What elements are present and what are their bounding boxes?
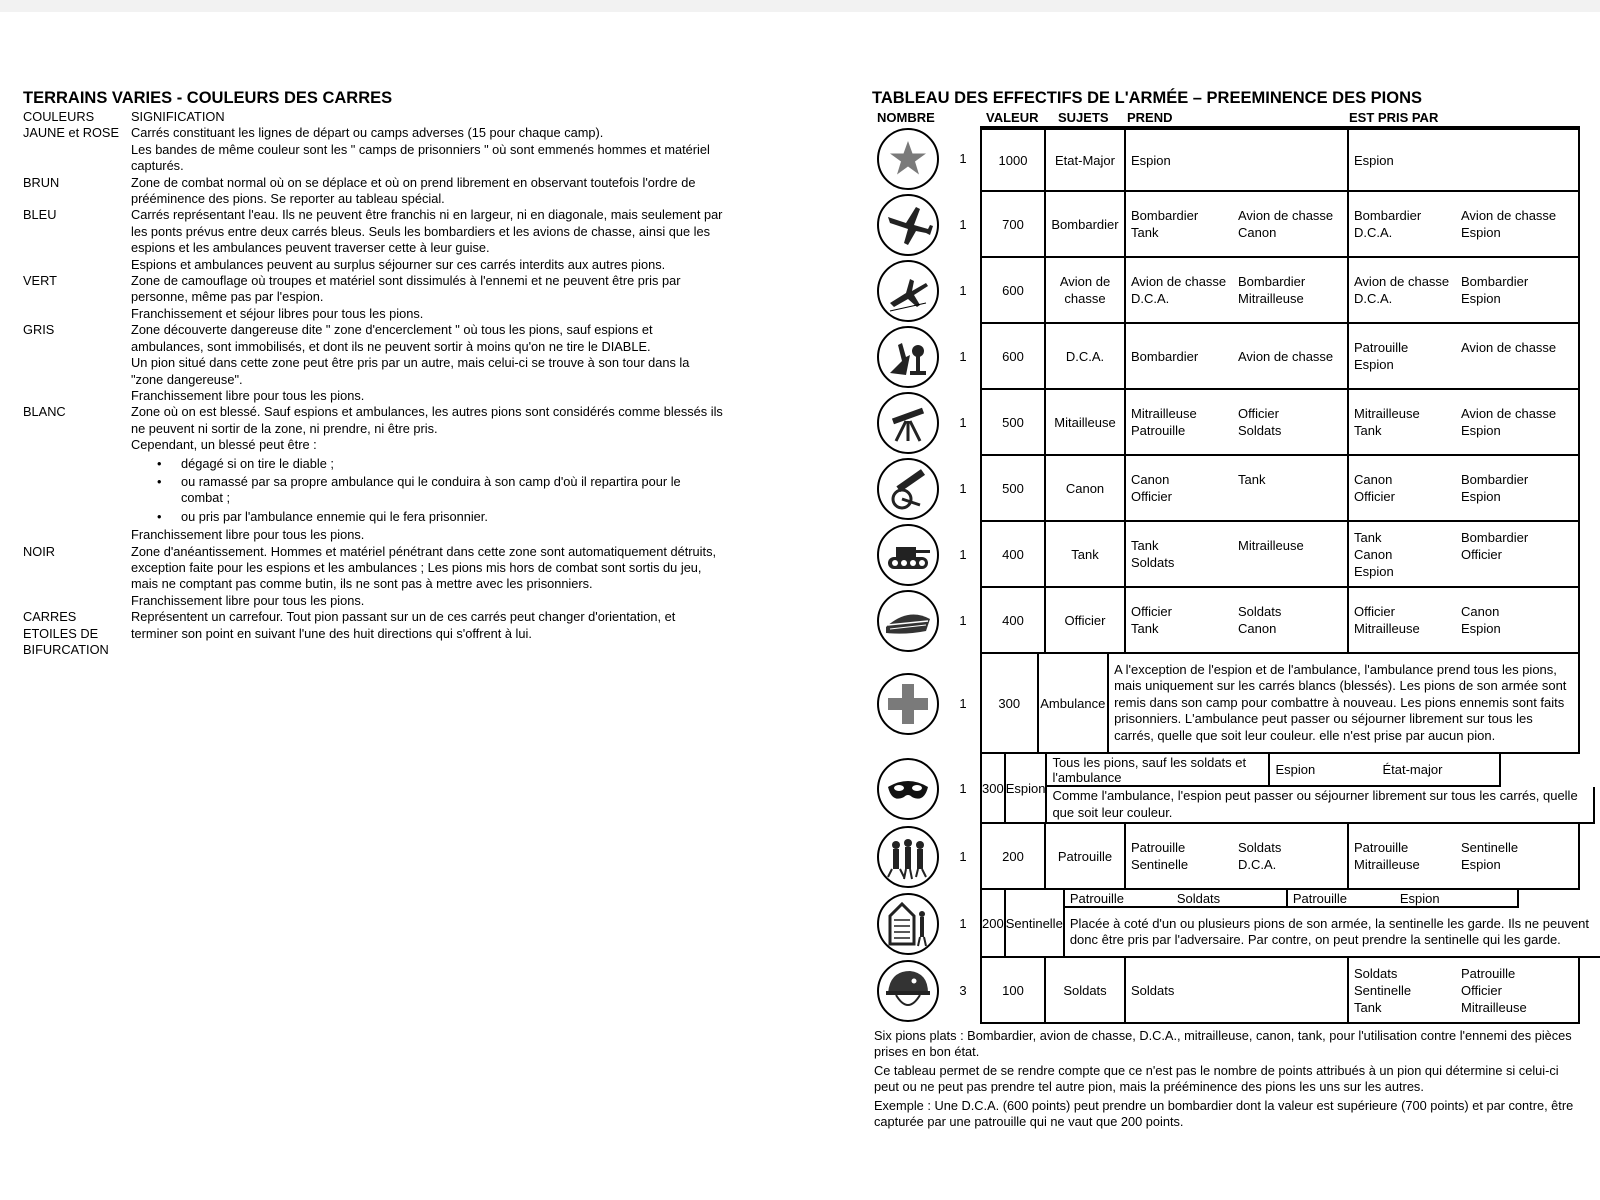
- pris-cell-grid: [1354, 152, 1573, 169]
- army-section: [872, 88, 1582, 128]
- terrain-line: Cependant, un blessé peut être :: [131, 437, 317, 453]
- pris-cell-item: Avion de chasse: [1461, 340, 1557, 355]
- prend-cell-item: Patrouille: [1069, 890, 1125, 906]
- pris-cell: [1347, 192, 1580, 258]
- terrain-meaning: [131, 125, 723, 174]
- pris-cell-item: Mitrailleuse: [1354, 406, 1420, 421]
- pris-cell-item: Espion: [1461, 621, 1501, 636]
- prend-cell: [1124, 958, 1347, 1024]
- prend-cell-item: Mitrailleuse: [1131, 406, 1197, 421]
- terrain-color: JAUNE et ROSE: [23, 125, 120, 141]
- sujet-cell: Avion de chasse: [1044, 258, 1124, 324]
- prend-cell-item: Soldats: [1131, 555, 1175, 570]
- pris-cell-grid: [1354, 839, 1573, 873]
- valeur-cell: 300: [980, 754, 1004, 824]
- nombre-value: 1: [959, 916, 967, 931]
- prend-cell-item: Officier: [1131, 489, 1172, 504]
- terrain-color: BRUN: [23, 174, 60, 190]
- prend-cell-item: Patrouille: [1131, 840, 1186, 855]
- prend-cell-item: Canon: [1238, 621, 1277, 636]
- prend-cell-item: Tank: [1131, 225, 1159, 240]
- prend-cell: [1124, 522, 1347, 588]
- nombre-value: 1: [959, 481, 967, 496]
- army-row: [980, 324, 1580, 390]
- prend-cell-item: Bombardier: [1131, 348, 1199, 364]
- terrain-line: Représentent un carrefour. Tout pion passant sur un de ces carrés peut changer d'orientation, et terminer son point en suivant l'une des huit directions qui s'offrent à lui.: [131, 609, 676, 641]
- sujet-cell: Espion: [1004, 754, 1046, 824]
- pris-cell-item: Sentinelle: [1354, 982, 1412, 998]
- prend-cell: Tous les pions, sauf les soldats et l'ambulance: [1045, 754, 1268, 787]
- terrain-meaning: [131, 175, 723, 208]
- prend-cell-item: Patrouille: [1131, 423, 1186, 438]
- terrain-row: [23, 404, 723, 543]
- pris-cell-grid: [1275, 761, 1494, 778]
- pris-cell-item: Canon: [1354, 472, 1393, 487]
- head-estprispar: EST PRIS PAR: [1349, 110, 1439, 125]
- terrain-line: Zone découverte dangereuse dite " zone d'encerclement " où tous les pions, sauf espions et ambulances, sont immobilisés, et dont ils ne peuvent sortir à moins qu'on ne tire le DIABLE.: [131, 322, 653, 354]
- prend-cell-grid: [1131, 152, 1342, 169]
- prend-cell-grid: [1131, 839, 1342, 873]
- army-row: [980, 890, 1590, 958]
- prend-cell: [1124, 390, 1347, 456]
- terrain-line: Zone de camouflage où troupes et matériel sont dissimulés à l'ennemi et ne peuvent être pris par personne, même pas par l'espion.: [131, 273, 681, 305]
- pris-cell-item: Espion: [1461, 423, 1501, 438]
- terrain-section: [23, 88, 723, 658]
- terrain-line: Les bandes de même couleur sont les " camps de prisonniers " où sont emmenés hommes et matériel capturés.: [131, 141, 710, 174]
- valeur-cell: 200: [980, 890, 1004, 958]
- sujet-cell: Patrouille: [1044, 824, 1124, 890]
- army-row: [980, 754, 1580, 824]
- prend-cell-item: D.C.A.: [1131, 291, 1170, 306]
- pris-cell-item: Espion: [1461, 225, 1501, 240]
- prend-cell-item: Canon: [1131, 472, 1170, 487]
- pris-cell-item: Bombardier: [1354, 208, 1422, 223]
- pris-cell-item: Espion: [1461, 489, 1501, 504]
- army-row: [980, 390, 1580, 456]
- army-row: [980, 258, 1580, 324]
- prend-cell: [1063, 890, 1286, 908]
- pris-cell: [1347, 128, 1580, 192]
- sujet-cell: Officier: [1044, 588, 1124, 654]
- pris-cell-item: Avion de chasse: [1354, 274, 1450, 289]
- prend-cell-grid: [1131, 207, 1342, 241]
- nombre-value: 1: [959, 217, 967, 232]
- pris-cell-item: Espion: [1275, 762, 1316, 778]
- head-nombre: NOMBRE: [877, 110, 935, 125]
- pris-cell: [1347, 824, 1580, 890]
- terrain-bullet: • dégagé si on tire le diable ;: [157, 456, 723, 472]
- split-cell: [1063, 890, 1599, 958]
- prend-cell-item: Avion de chasse: [1131, 274, 1227, 289]
- terrain-line: Franchissement et séjour libres pour tous les pions.: [131, 305, 424, 321]
- split-top: [1045, 754, 1581, 787]
- prend-cell-item: Tank: [1131, 538, 1159, 553]
- sujet-cell: Soldats: [1044, 958, 1124, 1024]
- prend-cell-item: Mitrailleuse: [1238, 538, 1304, 553]
- pris-cell-item: Officier: [1461, 982, 1502, 998]
- pris-cell-item: Patrouille: [1354, 340, 1409, 355]
- pris-cell-grid: [1354, 207, 1573, 241]
- terrain-line: Franchissement libre pour tous les pions.: [131, 527, 365, 543]
- machine-gun-icon: [876, 391, 940, 455]
- ambulance-rule-cell: A l'exception de l'espion et de l'ambulance, l'ambulance prend tous les pions, mais uniquement sur les carrés blancs (blessés). Les pions de son armée sont remis dans son camp pour combattre à nouveau. Les pions ennemis sont faits prisonniers. L'ambulance peut passer ou séjourner librement sur tous les carrés, quelle que soit leur couleur. elle n'est prise par aucun pion.: [1107, 654, 1580, 754]
- terrain-line: Zone où on est blessé. Sauf espions et ambulances, les autres pions sont considérés comme blessés ils ne peuvent ni sortir de la zone, ni prendre, ni être pris.: [131, 404, 723, 436]
- sentry-box-icon: [876, 892, 940, 956]
- head-prend: PREND: [1127, 110, 1173, 125]
- pris-cell-item: Canon: [1354, 546, 1393, 562]
- pris-cell-grid: [1354, 405, 1573, 439]
- terrain-color: GRIS: [23, 322, 55, 338]
- terrain-row: [23, 207, 723, 273]
- anti-aircraft-icon: [876, 325, 940, 389]
- army-row: [980, 456, 1580, 522]
- army-row: [980, 522, 1580, 588]
- cannon-icon: [876, 457, 940, 521]
- col-head-couleurs: COULEURS: [23, 109, 95, 124]
- head-valeur: VALEUR: [986, 110, 1039, 125]
- prend-cell-item: Officier: [1131, 604, 1172, 619]
- pris-cell-item: État-major: [1382, 762, 1443, 778]
- prend-cell-item: Soldats: [1238, 840, 1282, 855]
- prend-cell-grid: [1070, 890, 1281, 907]
- terrain-header-row: [23, 109, 723, 125]
- prend-cell-item: [1238, 554, 1342, 571]
- bomber-plane-icon: [876, 193, 940, 257]
- pris-cell-item: Canon: [1461, 604, 1500, 619]
- nombre-value: 1: [959, 151, 967, 166]
- pris-cell-item: Mitrailleuse: [1354, 621, 1420, 636]
- terrain-bullet: • ou pris par l'ambulance ennemie qui le fera prisonnier.: [157, 509, 723, 525]
- terrain-row: [23, 544, 723, 610]
- sujet-cell: D.C.A.: [1044, 324, 1124, 390]
- pris-cell-grid: [1293, 890, 1512, 907]
- pris-cell-item: Soldats: [1354, 965, 1398, 981]
- army-table: [980, 126, 1590, 1024]
- sujet-cell: Mitailleuse: [1044, 390, 1124, 456]
- terrain-line: Zone d'anéantissement. Hommes et matériel pénétrant dans cette zone sont automatiquement détruits, exception faite pour les espions et les ambulances ; Les pions mis hors de combat sont sortis du jeu, mais ne comptant pas comme butin, ils ne sont pas à mettre avec les prisonniers.: [131, 543, 717, 592]
- terrain-meaning: [131, 544, 723, 610]
- sujet-cell: Ambulance: [1037, 654, 1108, 754]
- pris-cell-item: Espion: [1354, 357, 1394, 372]
- prend-cell: [1124, 324, 1347, 390]
- prend-cell-item: Canon: [1238, 225, 1277, 240]
- valeur-cell: 400: [980, 522, 1044, 588]
- prend-cell-grid: [1131, 405, 1342, 439]
- rule-note-cell: Comme l'ambulance, l'espion peut passer ou séjourner librement sur tous les carrés, quelle que soit leur couleur.: [1045, 787, 1595, 824]
- valeur-cell: 1000: [980, 128, 1044, 192]
- prend-cell-item: Espion: [1131, 152, 1171, 168]
- split-top: [1063, 890, 1599, 908]
- prend-cell-item: Sentinelle: [1131, 857, 1189, 872]
- terrain-color: CARRES ETOILES DE BIFURCATION: [23, 609, 109, 657]
- pris-cell-item: Avion de chasse: [1461, 208, 1557, 223]
- pris-cell: [1268, 754, 1501, 787]
- terrain-line: Carrés représentant l'eau. Ils ne peuvent être franchis ni en largeur, ni en diagonale, mais seulement par les ponts prévus entre deux carrés bleus. Seuls les bombardiers et les avions de chasse, ainsi que les espions et les ambulances peuvent traverser cette à leur guise.: [131, 207, 723, 256]
- sujet-cell: Sentinelle: [1004, 890, 1063, 958]
- sujet-cell: Etat-Major: [1044, 128, 1124, 192]
- terrain-line: Un pion situé dans cette zone peut être pris par un autre, mais celui-ci se trouve à son tour dans la "zone dangereuse".: [131, 355, 690, 387]
- terrain-color: VERT: [23, 273, 57, 289]
- pris-cell-item: Patrouille: [1354, 840, 1409, 855]
- footnote: Ce tableau permet de se rendre compte que ce n'est pas le nombre de points attribués à un pion qui détermine si celui-ci peut ou ne peut pas prendre tel autre pion, mais la prééminence des pions les uns sur les autres.: [874, 1062, 1559, 1095]
- prend-cell-item: Tank: [1238, 472, 1266, 487]
- nombre-value: 1: [959, 849, 967, 864]
- valeur-cell: 700: [980, 192, 1044, 258]
- pris-cell-item: Espion: [1461, 857, 1501, 872]
- terrain-line: Zone de combat normal où on se déplace et où on prend librement en observant toutefois l'ordre de prééminence des pions. Se reporter au tableau spécial.: [131, 174, 696, 207]
- army-row: [980, 958, 1580, 1024]
- terrain-bullet: • ou ramassé par sa propre ambulance qui le conduira à son camp d'où il repartira pour le combat ;: [157, 474, 723, 507]
- pris-cell-item: [1461, 563, 1573, 580]
- pris-cell-grid: [1354, 965, 1573, 1016]
- prend-cell: [1124, 258, 1347, 324]
- terrain-meaning: [131, 322, 723, 404]
- pris-cell-item: Tank: [1354, 423, 1382, 438]
- red-cross-icon: [876, 672, 940, 736]
- nombre-value: 1: [959, 283, 967, 298]
- spy-mask-icon: [876, 757, 940, 821]
- pris-cell: [1347, 258, 1580, 324]
- pris-cell-grid: [1354, 603, 1573, 637]
- prend-cell-item: [1238, 488, 1342, 505]
- pris-cell-item: Officier: [1354, 489, 1395, 504]
- terrain-color: BLANC: [23, 404, 66, 420]
- nombre-value: 1: [959, 696, 967, 711]
- nombre-value: 1: [959, 547, 967, 562]
- pris-cell-item: Patrouille: [1461, 965, 1516, 981]
- pris-cell-item: Espion: [1461, 291, 1501, 306]
- prend-cell-item: D.C.A.: [1238, 857, 1277, 872]
- pris-cell: [1347, 390, 1580, 456]
- fighter-plane-icon: [876, 259, 940, 323]
- pris-cell-item: Espion: [1354, 152, 1394, 168]
- valeur-cell: 500: [980, 456, 1044, 522]
- pris-cell-grid: [1354, 529, 1573, 580]
- pris-cell: [1347, 324, 1580, 390]
- prend-cell: [1124, 824, 1347, 890]
- terrain-line: Franchissement libre pour tous les pions.: [131, 387, 365, 403]
- valeur-cell: 600: [980, 258, 1044, 324]
- prend-cell-item: Soldats: [1238, 423, 1282, 438]
- prend-cell-grid: [1131, 273, 1342, 307]
- pris-cell-item: Mitrailleuse: [1461, 999, 1527, 1015]
- terrain-title: TERRAINS VARIES - COULEURS DES CARRES: [23, 89, 393, 107]
- pris-cell-item: Officier: [1354, 604, 1395, 619]
- pris-cell-item: Sentinelle: [1461, 840, 1519, 855]
- star-icon: [876, 127, 940, 191]
- patrol-soldiers-icon: [876, 825, 940, 889]
- prend-cell-item: Soldats: [1238, 604, 1282, 619]
- prend-cell-item: Avion de chasse: [1238, 208, 1334, 223]
- prend-cell: [1124, 588, 1347, 654]
- army-row: [980, 126, 1580, 192]
- valeur-cell: 200: [980, 824, 1044, 890]
- prend-cell-item: Officier: [1238, 406, 1279, 421]
- pris-cell-item: Mitrailleuse: [1354, 857, 1420, 872]
- terrain-rows: [23, 125, 723, 658]
- prend-cell: [1124, 192, 1347, 258]
- pris-cell-item: Bombardier: [1461, 472, 1529, 487]
- army-row: [980, 192, 1580, 258]
- pris-cell-item: Bombardier: [1461, 274, 1529, 289]
- nombre-value: 1: [959, 415, 967, 430]
- terrain-row: [23, 125, 723, 174]
- valeur-cell: 100: [980, 958, 1044, 1024]
- pris-cell-grid: [1354, 273, 1573, 307]
- table-footnotes: [874, 1028, 1574, 1132]
- prend-cell-item: Avion de chasse: [1238, 348, 1334, 364]
- valeur-cell: 600: [980, 324, 1044, 390]
- terrain-bullets: [131, 456, 723, 526]
- valeur-cell: 300: [980, 654, 1037, 754]
- prend-cell: [1124, 456, 1347, 522]
- pris-cell: [1347, 456, 1580, 522]
- prend-cell-grid: [1131, 603, 1342, 637]
- army-title: TABLEAU DES EFFECTIFS DE L'ARMÉE – PREEMINENCE DES PIONS: [872, 89, 1423, 107]
- terrain-row: [23, 609, 723, 658]
- terrain-line: Espions et ambulances peuvent au surplus séjourner sur ces carrés interdits aux autres pions.: [131, 256, 666, 272]
- nombre-value: 1: [959, 781, 967, 796]
- prend-cell-item: Bombardier: [1131, 208, 1199, 223]
- pris-cell-item: D.C.A.: [1354, 291, 1393, 306]
- sujet-cell: Bombardier: [1044, 192, 1124, 258]
- prend-cell-item: Soldats: [1176, 890, 1221, 906]
- prend-cell-grid: [1131, 537, 1342, 571]
- pris-cell-item: Avion de chasse: [1461, 406, 1557, 421]
- footnote: Exemple : Une D.C.A. (600 points) peut prendre un bombardier dont la valeur est supérieure (700 points) et par contre, être capturée par une patrouille qui ne vaut que 200 points.: [874, 1097, 1574, 1130]
- pris-cell-item: Tank: [1354, 999, 1382, 1015]
- terrain-meaning: [131, 404, 723, 543]
- pris-cell: [1347, 522, 1580, 588]
- terrain-meaning: [131, 609, 723, 658]
- rule-note-cell: Placée à coté d'un ou plusieurs pions de son armée, la sentinelle les garde. Ils ne peuvent donc être pris par l'adversaire. Par contre, on peut prendre la sentinelle qui les garde.: [1063, 908, 1600, 958]
- pris-cell-item: [1461, 356, 1573, 373]
- pris-cell: [1286, 890, 1519, 908]
- terrain-row: [23, 273, 723, 322]
- split-cell: [1045, 754, 1581, 824]
- sujet-cell: Tank: [1044, 522, 1124, 588]
- pris-cell-item: Espion: [1354, 563, 1394, 579]
- pris-cell-item: Tank: [1354, 529, 1382, 545]
- footnote: Six pions plats : Bombardier, avion de chasse, D.C.A., mitrailleuse, canon, tank, pour l'utilisation contre l'ennemi des pièces prises en bon état.: [874, 1028, 1572, 1060]
- terrain-row: [23, 322, 723, 404]
- pris-cell: [1347, 588, 1580, 654]
- prend-cell-item: Bombardier: [1238, 274, 1306, 289]
- helmet-soldier-icon: [876, 959, 940, 1023]
- top-band: [0, 0, 1600, 12]
- valeur-cell: 500: [980, 390, 1044, 456]
- pris-cell-item: Patrouille: [1292, 890, 1348, 906]
- sujet-cell: Canon: [1044, 456, 1124, 522]
- prend-cell-grid: [1131, 471, 1342, 505]
- army-row: [980, 588, 1580, 654]
- head-sujets: SUJETS: [1058, 110, 1109, 125]
- terrain-color: BLEU: [23, 207, 57, 223]
- nombre-value: 3: [959, 983, 967, 998]
- pris-cell-grid: [1354, 339, 1573, 373]
- tank-icon: [876, 523, 940, 587]
- terrain-line: Carrés constituant les lignes de départ ou camps adverses (15 pour chaque camp).: [131, 125, 604, 141]
- terrain-color: NOIR: [23, 543, 55, 559]
- prend-cell: [1124, 128, 1347, 192]
- terrain-meaning: [131, 207, 723, 273]
- pris-cell-item: Bombardier: [1461, 529, 1529, 545]
- army-row: [980, 654, 1580, 754]
- table-headers: [872, 108, 1582, 128]
- terrain-meaning: [131, 273, 723, 322]
- pris-cell: [1347, 958, 1580, 1024]
- officer-cap-icon: [876, 589, 940, 653]
- pris-cell-item: D.C.A.: [1354, 225, 1393, 240]
- prend-cell-item: Tank: [1131, 621, 1159, 636]
- valeur-cell: 400: [980, 588, 1044, 654]
- terrain-line: Franchissement libre pour tous les pions.: [131, 592, 365, 608]
- nombre-value: 1: [959, 349, 967, 364]
- army-row: [980, 824, 1580, 890]
- pris-cell-grid: [1354, 471, 1573, 505]
- terrain-row: [23, 175, 723, 208]
- nombre-value: 1: [959, 613, 967, 628]
- col-head-signification: SIGNIFICATION: [131, 109, 225, 124]
- prend-cell-grid: [1131, 982, 1342, 999]
- prend-cell-item: Soldats: [1131, 982, 1175, 998]
- pris-cell-item: Officier: [1461, 546, 1502, 562]
- pris-cell-item: Espion: [1399, 890, 1440, 906]
- prend-cell-grid: [1131, 348, 1342, 365]
- prend-cell-item: Mitrailleuse: [1238, 291, 1304, 306]
